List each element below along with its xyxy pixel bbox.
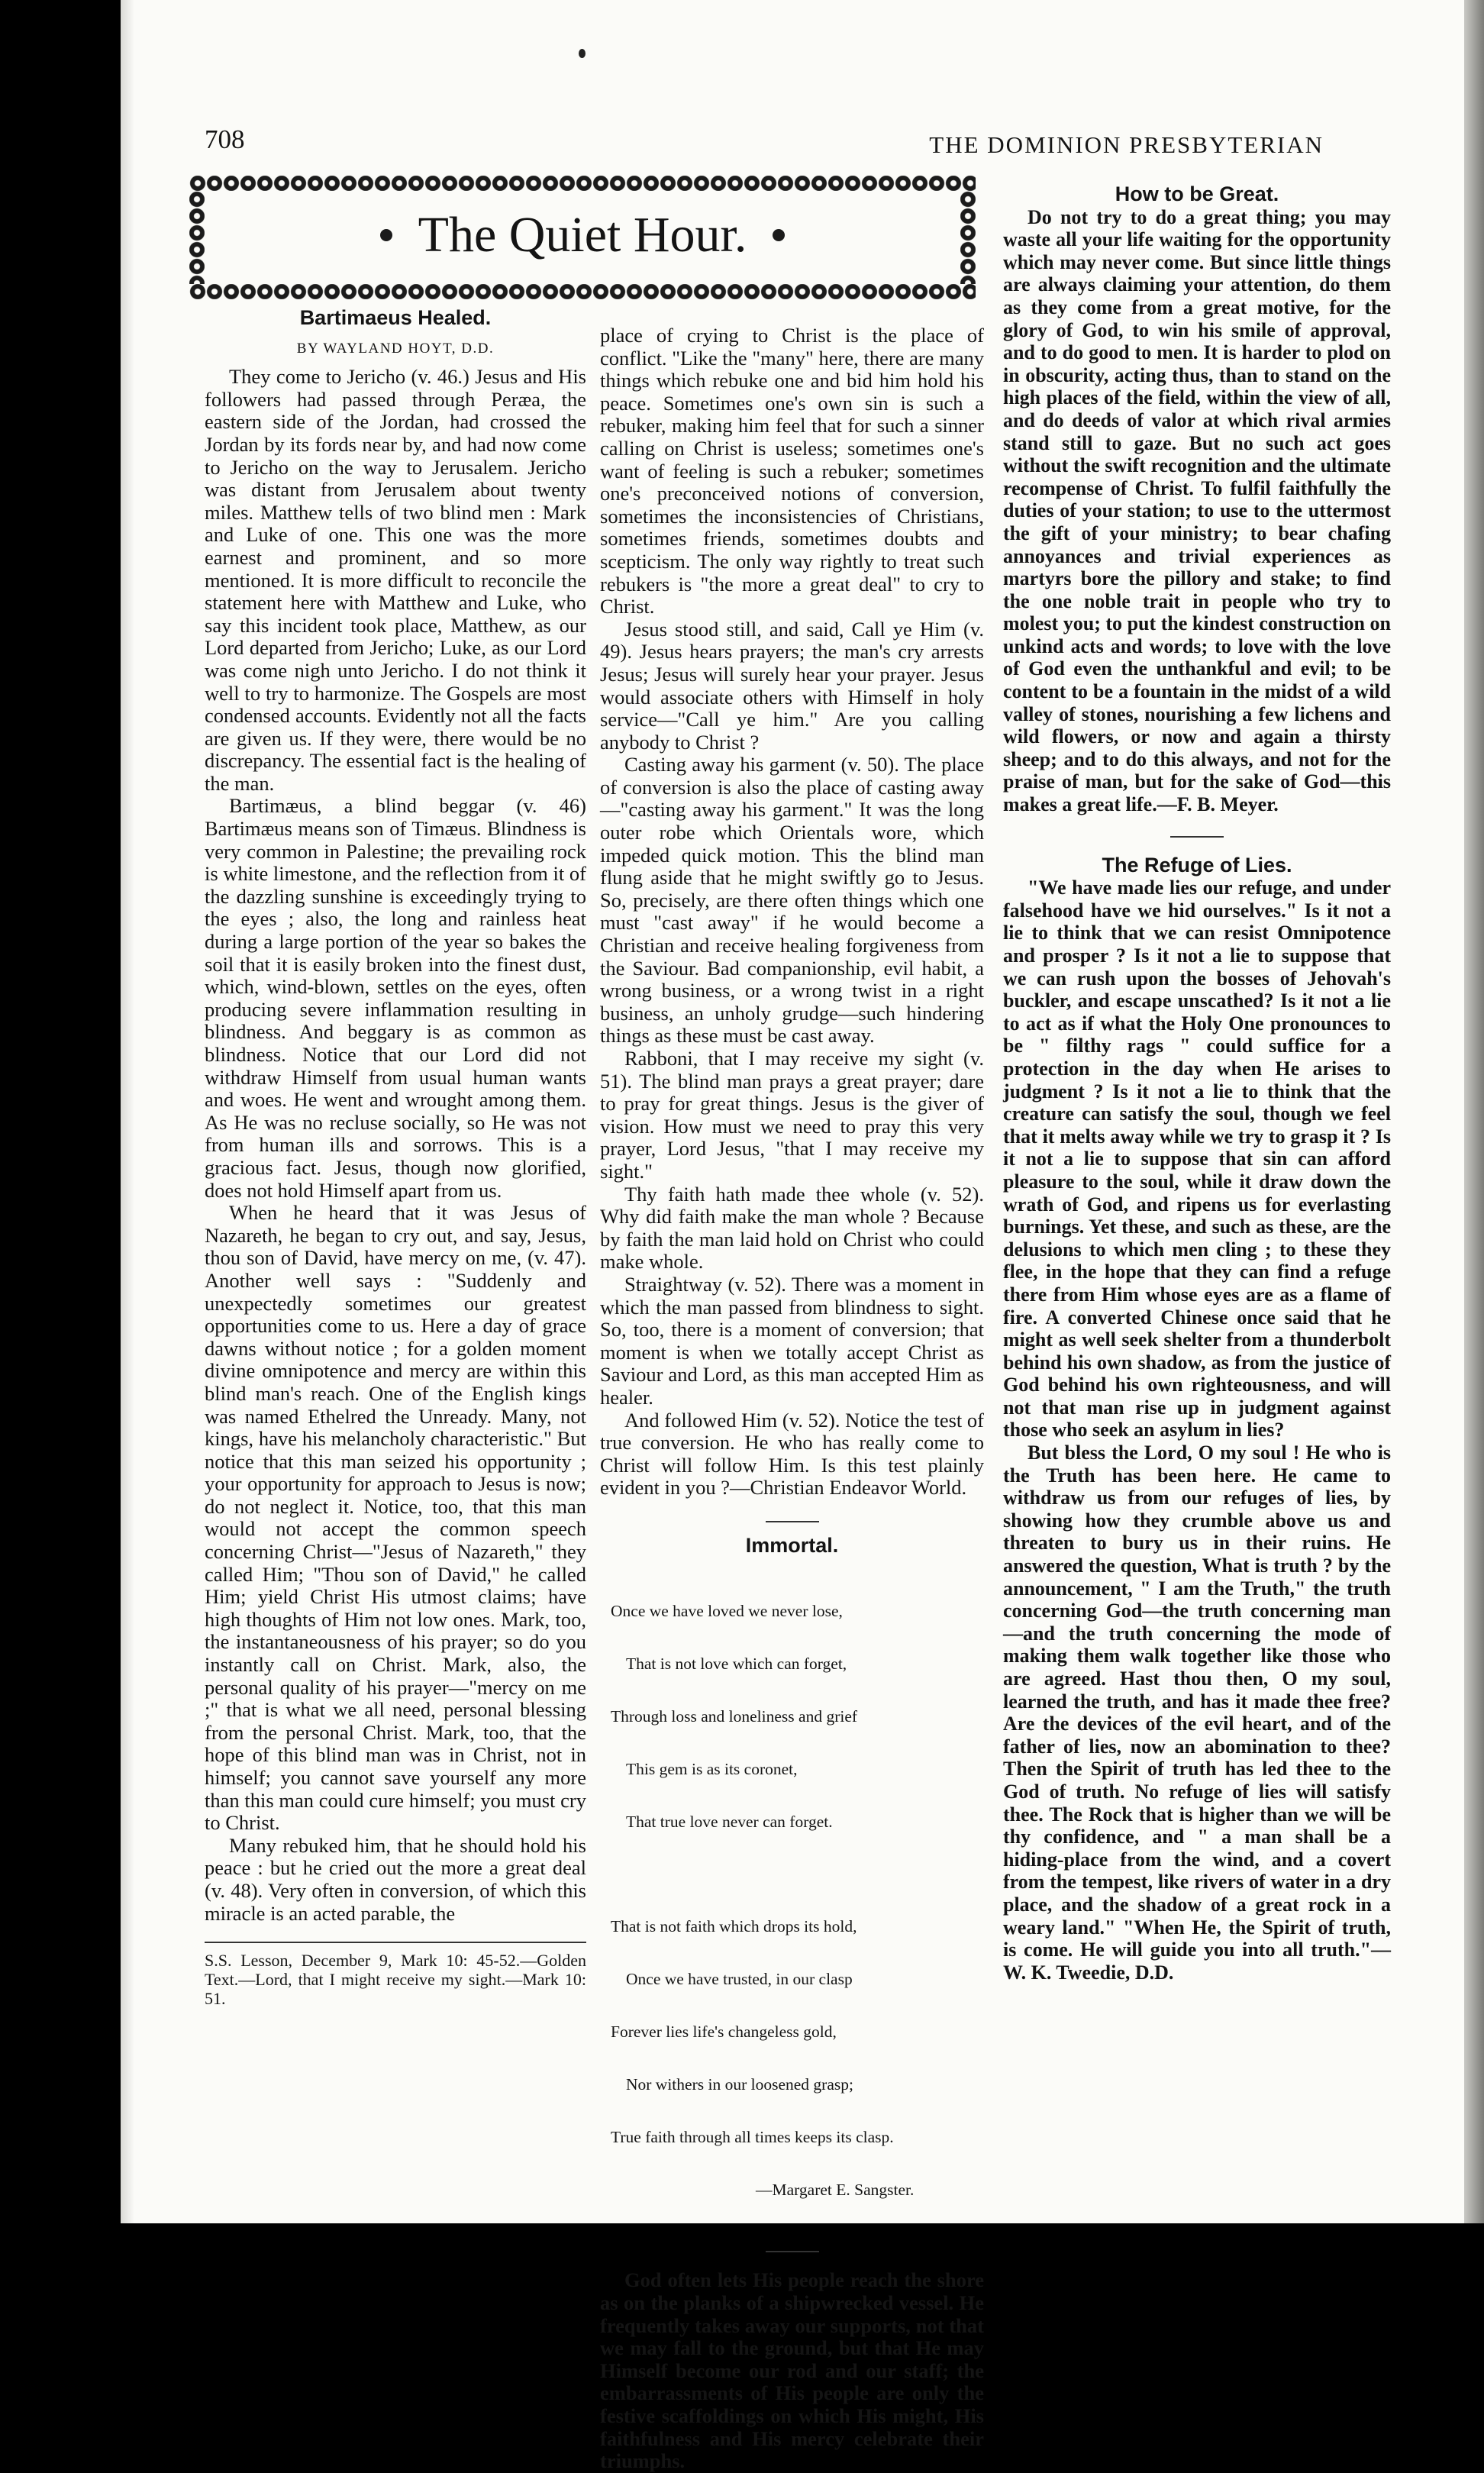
how-to-be-great-heading: How to be Great. <box>1115 182 1279 205</box>
bartimaeus-heading: Bartimaeus Healed. <box>299 306 492 329</box>
continued-paragraph: Thy faith hath made thee whole (v. 52). Why did faith make the man whole ? Because by faith the man laid hold on Christ who could make whole. <box>600 1182 984 1274</box>
continued-paragraph: Rabboni, that I may receive my sight (v. 51). The blind man prays a great prayer; dare to pray for great things. Jesus is the giver of vision. How must we need to pray this very prayer, Lord Jesus, "that I may receive my sight." <box>600 1047 984 1183</box>
page-edge-shadow <box>1464 0 1484 2223</box>
poem-line: Through loss and loneliness and grief <box>611 1707 858 1726</box>
banner-title: The Quiet Hour. <box>418 207 747 263</box>
page-fold-shadow <box>121 0 134 2223</box>
continued-paragraph: place of crying to Christ is the place of conflict. "Like the "many" here, there are many things which rebuke one and bid him hold his peace. Sometimes one's own sin is such a rebuker, making him feel that for such a sinner calling on Christ is useless; sometimes one's want of feeling is such a rebuker; sometimes one's preconceived notions of conversion, sometimes the inconsistencies of Christians, sometimes friends, sometimes doubts and scepticism. The only way rightly to treat such rebukers is "the more a great deal" to cry to Christ. <box>600 324 984 618</box>
continued-paragraph: Jesus stood still, and said, Call ye Him (v. 49). Jesus hears prayers; the man's cry arrests Jesus; Jesus will surely hear your prayer. Jesus would associate others with Himself in holy service—"Call ye him." Are you calling anybody to Christ ? <box>600 617 984 754</box>
ornament-right-icon <box>773 229 785 241</box>
poem-line: Forever lies life's changeless gold, <box>611 2023 837 2042</box>
poem-stanza <box>611 1567 984 1866</box>
poem-stanza <box>611 1883 984 2234</box>
poem-line: Once we have loved we never lose, <box>611 1602 843 1621</box>
continued-paragraph: Casting away his garment (v. 50). The place of conversion is also the place of casting away—"casting away his garment." It was the long outer robe which Orientals wore, which impeded quick motion. This the blind man flung aside that he might swiftly go to Jesus. So, precisely, are there often things which one must "cast away" if he would become a Christian and receive healing forgiveness from the Saviour. Bad companionship, evil habit, a wrong business, or a wrong twist in a right business, an unholy grudge—such hindering things as these must be cast away. <box>600 753 984 1048</box>
banner-border-top <box>189 176 976 191</box>
poem-line: This gem is as its coronet, <box>626 1760 798 1779</box>
page-number: 708 <box>205 124 245 154</box>
ornament-left-icon <box>380 229 392 241</box>
running-head: THE DOMINION PRESBYTERIAN <box>929 131 1324 158</box>
divider <box>766 2251 819 2252</box>
byline: BY WAYLAND HOYT, D.D. <box>296 340 495 357</box>
banner-border-bottom <box>189 284 976 299</box>
refuge-paragraph: But bless the Lord, O my soul ! He who is the Truth has been here. He came to withdraw us from our refuges of lies, by showing how they crumble above us and threaten to bury us in their ruins. He answered the question, What is truth ? by the announcement, " I am the Truth," the truth concerning God—the truth concerning man —and the truth concerning the mode of making them walk together like those who are agreed. Hast thou then, O my soul, learned the truth, and has it made thee free? Are the devices of the evil heart, and of the father of lies, now an abomination to thee? Then the Spirit of truth has led thee to the God of truth. No refuge of lies will satisfy thee. The Rock that is higher than we will be thy confidence, and " a man shall be a hiding-place from the wind, and a covert from the tempest, like rivers of water in a dry place, and the shadow of a great rock in a weary land." "When He, the Spirit of truth, is come. He will guide you into all truth."—W. K. Tweedie, D.D. <box>1003 1442 1391 1984</box>
poem-line: That true love never can forget. <box>626 1813 833 1832</box>
divider <box>205 1942 586 1943</box>
bartimaeus-paragraph: They come to Jericho (v. 46.) Jesus and His followers had passed through Peræa, the eastern side of the Jordan, had crossed the Jordan by its fords near by, and had now come to Jericho on the way to Jerusalem. Jericho was distant from Jerusalem about twenty miles. Matthew tells of two blind men : Mark and Luke of one. This one was the more earnest and prominent, and so more mentioned. It is more difficult to reconcile the statement here with Matthew and Luke, who say this incident took place, Matthew, as our Lord departed from Jericho; Luke, as our Lord was come nigh unto Jericho. I do not think it well to try to harmonize. The Gospels are most condensed accounts. Evidently not all the facts are given us. If they were, there would be no discrepancy. The essential fact is the healing of the man. <box>205 365 586 795</box>
immortal-heading: Immortal. <box>745 1533 839 1557</box>
continued-paragraph: And followed Him (v. 52). Notice the test of true conversion. He who has really come to Christ will follow Him. Is this test plainly evident in you ?—Christian Endeavor World. <box>600 1408 984 1500</box>
poem-line: That is not love which can forget, <box>626 1655 847 1674</box>
refuge-heading: The Refuge of Lies. <box>1102 853 1292 877</box>
column-1 <box>205 307 586 2008</box>
column-3 <box>1003 183 1391 1984</box>
refuge-paragraph: "We have made lies our refuge, and under falsehood have we hid ourselves." Is it not a lie to think that we can resist Omnipotence and prosper ? Is it not a lie to suppose that we can rush upon the bosses of Jehovah's buckler, and escape unscathed? Is it not a lie to act as if what the Holy One pronounces to be " filthy rags " could suffice for a protection in the day when He arises to judgment ? Is it not a lie to think that the creature can satisfy the soul, though we feel that it melts away while we try to grasp it ? Is it not a lie to suppose that sin can afford pleasure to the soul, while it draw down the wrath of God, and ripens us for everlasting burnings. Yet these, and such as these, are the delusions to which men cling ; to these they flee, in the hope that they can find a refuge there from Him whose eyes are as a flame of fire. A converted Chinese once said that he might as well seek shelter from a thunderbolt behind his own shadow, as from the justice of God behind his own righteousness, and will not that man rise up in judgment against those who seek an asylum in lies? <box>1003 877 1391 1442</box>
poem-signature: —Margaret E. Sangster. <box>756 2181 915 2200</box>
ink-speck <box>579 49 586 58</box>
bartimaeus-paragraph: Many rebuked him, that he should hold his peace : but he cried out the more a great deal (v. 48). Very often in conversion, of which this miracle is an acted parable, the <box>205 1833 586 1925</box>
lesson-note <box>205 1951 586 2008</box>
banner-title-line <box>189 206 976 264</box>
poem-line: True faith through all times keeps its clasp. <box>611 2128 894 2147</box>
column-2 <box>600 324 984 2473</box>
newspaper-page <box>121 0 1484 2473</box>
quiet-hour-banner <box>189 176 976 299</box>
divider <box>1170 836 1224 838</box>
divider <box>766 1521 819 1522</box>
how-to-be-great-paragraph: Do not try to do a great thing; you may waste all your life waiting for the opportunity which may never come. But since little things are always claiming your attention, do them as they come from a great motive, for the glory of God, to win his smile of approval, and to do good to men. It is harder to plod on in obscurity, acting thus, than to stand on the high places of the field, within the view of all, and do deeds of valor at which rival armies stand still to gaze. But no such act goes without the swift recognition and the ultimate recompense of Christ. To fulfil faithfully the duties of your station; to use to the uttermost the gift of your ministry; to bear chafing annoyances and trivial experiences as martyrs bore the pillory and stake; to find the one noble trait in people who try to molest you; to put the kindest construction on unkind acts and words; to love with the love of God even the unthankful and evil; to be content to be a fountain in the midst of a wild valley of stones, nourishing a few lichens and wild flowers, or now and again a thirsty sheep; and to do this always, and not for the praise of man, but for the sake of God—this makes a great life.—F. B. Meyer. <box>1003 205 1391 816</box>
immortal-poem <box>611 1567 984 2234</box>
continued-paragraph: Straightway (v. 52). There was a moment in which the man passed from blindness to sight. So, too, there is a moment of conversion; that moment is when we totally accept Christ as Saviour and Lord, as this man accepted Him as healer. <box>600 1272 984 1409</box>
lesson-note-text: S.S. Lesson, December 9, Mark 10: 45-52.—Golden Text.—Lord, that I might receive my sight.—Mark 10: 51. <box>205 1951 586 2009</box>
god-often-paragraph: God often lets His people reach the shore as on the planks of a shipwrecked vessel. He frequently takes away our supports, not that we may fall to the ground, but that He may Himself become our rod and our staff; the embarrassments of His people are only the festive scaffoldings on which His might, His faithfulness and His mercy celebrate their triumphs. <box>600 2268 984 2473</box>
bartimaeus-paragraph: Bartimæus, a blind beggar (v. 46) Bartimæus means son of Timæus. Blindness is very common in Palestine; the prevailing rock is white limestone, and the reflection from it of the dazzling sunshine is exceedingly trying to the eyes ; also, the long and rainless heat during a large portion of the year so bakes the soil that it is easily broken into the finest dust, which, wind-blown, settles on the eyes, often producing severe inflammation resulting in blindness. And beggary is as common as blindness. Notice that our Lord did not withdraw Himself from usual human wants and woes. He went and wrought among them. As He was no recluse socially, so He was not from human ills and sorrows. This is a gracious fact. Jesus, though now glorified, does not hold Himself apart from us. <box>205 794 586 1202</box>
poem-line: Once we have trusted, in our clasp <box>626 1970 853 1989</box>
bartimaeus-paragraph: When he heard that it was Jesus of Nazareth, he began to cry out, and say, Jesus, thou son of David, have mercy on me, (v. 47). Another well says : "Suddenly and unexpectedly sometimes our greatest opportunities come to us. Here a day of grace dawns without notice ; for a golden moment divine omnipotence and mercy are within this blind man's reach. One of the English kings was named Ethelred the Unready. Many, not kings, have his melancholy characteristic." But notice that this man seized his opportunity ; your opportunity for approach to Jesus is now; do not neglect it. Notice, too, that this man would not accept the common speech concerning Christ—"Jesus of Nazareth," they called Him; "Thou son of David," he called Him; yield Christ His utmost claims; have high thoughts of Him not low ones. Mark, too, the instantaneousness of his prayer; so do you instantly call on Christ. Mark, also, the personal quality of his prayer—"mercy on me ;" that is what we all need, personal blessing from the personal Christ. Mark, too, that the hope of this blind man was in Christ, not in himself; you cannot save yourself any more than this man could cure himself; you must cry to Christ. <box>205 1201 586 1835</box>
poem-line: Nor withers in our loosened grasp; <box>626 2075 853 2094</box>
poem-line: That is not faith which drops its hold, <box>611 1917 857 1936</box>
